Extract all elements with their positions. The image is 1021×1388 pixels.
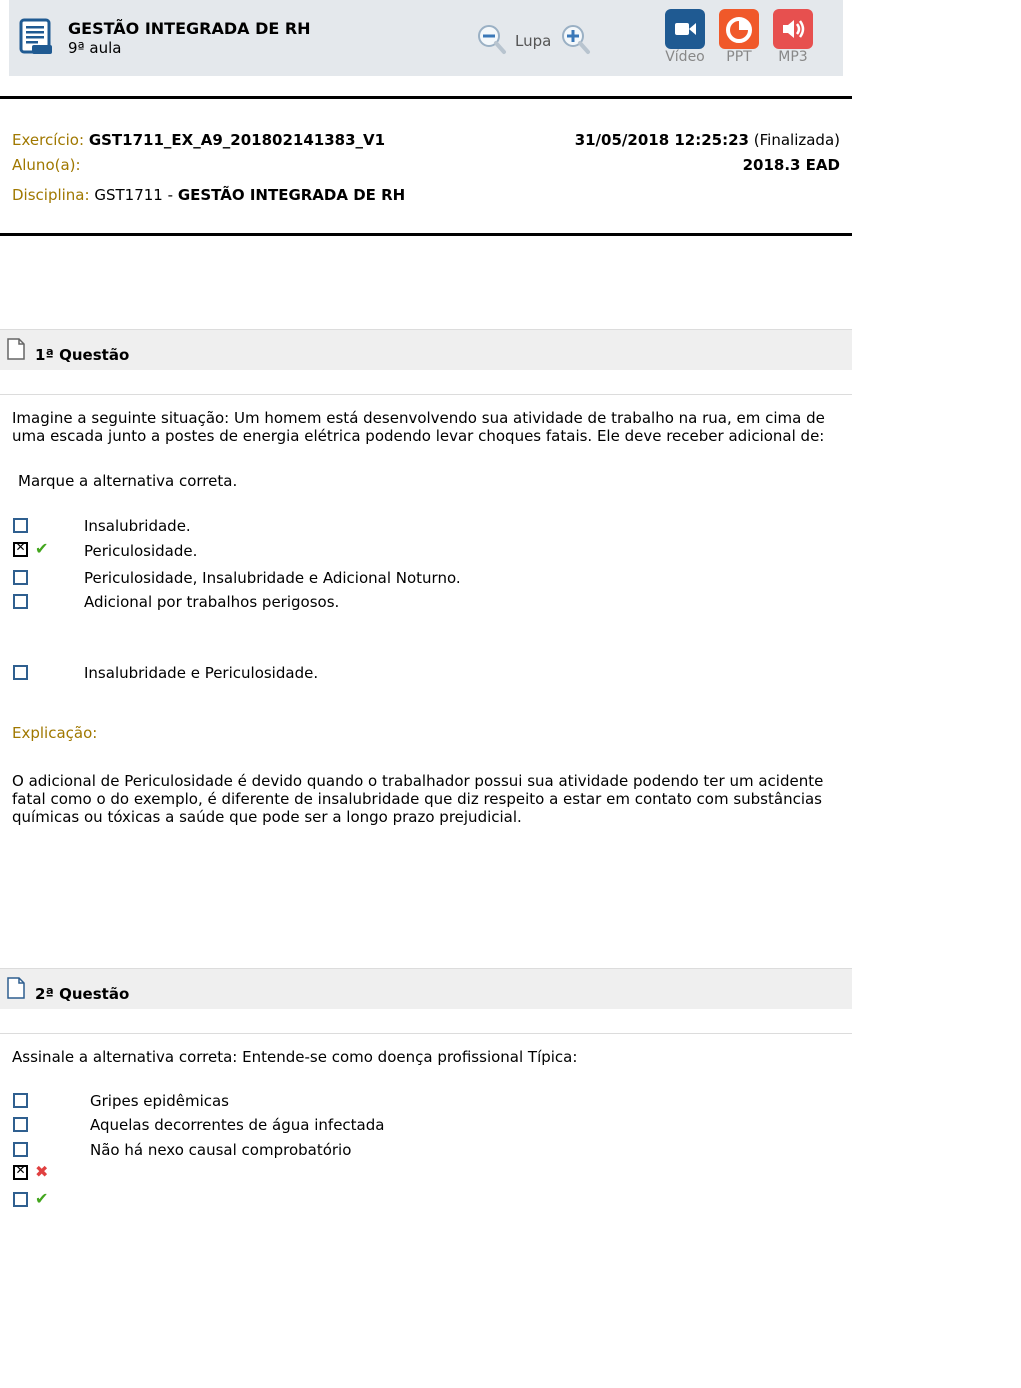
checked-x-icon: ✕ bbox=[15, 540, 26, 554]
divider bbox=[0, 394, 852, 395]
ppt-button[interactable] bbox=[719, 9, 759, 49]
question-2-title: 2ª Questão bbox=[35, 985, 130, 1003]
q2-option-4-checkbox[interactable] bbox=[13, 1165, 28, 1180]
option-5-checkbox[interactable] bbox=[13, 665, 28, 680]
correct-check-icon: ✔ bbox=[35, 539, 49, 558]
mp3-button[interactable] bbox=[773, 9, 813, 49]
q2-option-3-checkbox[interactable] bbox=[13, 1142, 28, 1157]
discipline-row bbox=[12, 186, 405, 204]
discipline-label: Disciplina: bbox=[12, 186, 90, 204]
divider bbox=[0, 233, 852, 236]
option-2-label: Periculosidade. bbox=[84, 542, 198, 560]
explanation-label: Explicação: bbox=[12, 724, 98, 742]
question-1-title: 1ª Questão bbox=[35, 346, 130, 364]
student-row bbox=[12, 156, 81, 174]
exercise-status: (Finalizada) bbox=[753, 131, 840, 149]
q2-option-5-checkbox[interactable] bbox=[13, 1192, 28, 1207]
lesson-label: 9ª aula bbox=[68, 39, 122, 57]
date-row bbox=[575, 131, 840, 149]
video-button[interactable] bbox=[665, 9, 705, 49]
page-icon bbox=[7, 338, 25, 360]
video-label: Vídeo bbox=[665, 49, 705, 65]
option-1-label: Insalubridade. bbox=[84, 517, 191, 535]
term-label: 2018.3 EAD bbox=[742, 156, 840, 174]
course-title: GESTÃO INTEGRADA DE RH bbox=[68, 19, 311, 38]
exercise-datetime: 31/05/2018 12:25:23 bbox=[574, 131, 749, 149]
exercise-row bbox=[12, 131, 385, 149]
option-3-label: Periculosidade, Insalubridade e Adicional Noturno. bbox=[84, 569, 461, 587]
q2-option-2-label: Aquelas decorrentes de água infectada bbox=[90, 1116, 385, 1134]
exercise-label: Exercício: bbox=[12, 131, 85, 149]
explanation-text: O adicional de Periculosidade é devido quando o trabalhador possui sua atividade podendo ter um acidente fatal como o do exemplo, é diferente de insalubridade que diz respeito a estar em contato com substâncias químicas ou tóxicas a saúde que pode ser a longo prazo prejudicial. bbox=[12, 772, 824, 826]
option-4-checkbox[interactable] bbox=[13, 594, 28, 609]
student-label: Aluno(a): bbox=[12, 156, 81, 174]
mp3-label: MP3 bbox=[778, 49, 808, 65]
q2-option-1-checkbox[interactable] bbox=[13, 1093, 28, 1108]
wrong-cross-icon: ✖ bbox=[35, 1162, 49, 1181]
question-1-instruction: Marque a alternativa correta. bbox=[18, 472, 238, 490]
exercise-value: GST1711_EX_A9_201802141383_V1 bbox=[88, 131, 386, 149]
page-icon bbox=[7, 977, 25, 999]
correct-check-icon: ✔ bbox=[35, 1189, 49, 1208]
zoom-label: Lupa bbox=[515, 32, 552, 50]
video-camera-icon bbox=[665, 9, 705, 49]
discipline-name: GESTÃO INTEGRADA DE RH bbox=[177, 186, 406, 204]
option-3-checkbox[interactable] bbox=[13, 570, 28, 585]
option-2-checkbox[interactable] bbox=[13, 542, 28, 557]
course-document-icon bbox=[18, 18, 54, 56]
q2-option-1-label: Gripes epidêmicas bbox=[90, 1092, 229, 1110]
q2-option-3-label: Não há nexo causal comprobatório bbox=[90, 1141, 352, 1159]
q2-option-2-checkbox[interactable] bbox=[13, 1117, 28, 1132]
pie-chart-icon bbox=[719, 9, 759, 49]
zoom-in-icon[interactable] bbox=[561, 22, 591, 56]
zoom-out-icon[interactable] bbox=[477, 22, 507, 56]
question-2-statement: Assinale a alternativa correta: Entende-se como doença profissional Típica: bbox=[12, 1048, 578, 1066]
divider bbox=[0, 96, 852, 99]
option-1-checkbox[interactable] bbox=[13, 518, 28, 533]
speaker-icon bbox=[773, 9, 813, 49]
divider bbox=[0, 1033, 852, 1034]
discipline-code: GST1711 bbox=[94, 186, 163, 204]
question-1-statement: Imagine a seguinte situação: Um homem está desenvolvendo sua atividade de trabalho na rua, em cima de uma escada junto a postes de energia elétrica podendo levar choques fatais. Ele deve receber adicional de: bbox=[12, 409, 825, 445]
option-5-label: Insalubridade e Periculosidade. bbox=[84, 664, 319, 682]
option-4-label: Adicional por trabalhos perigosos. bbox=[84, 593, 340, 611]
checked-x-icon: ✕ bbox=[15, 1163, 26, 1177]
ppt-label: PPT bbox=[726, 49, 752, 65]
discipline-separator: - bbox=[167, 186, 174, 204]
